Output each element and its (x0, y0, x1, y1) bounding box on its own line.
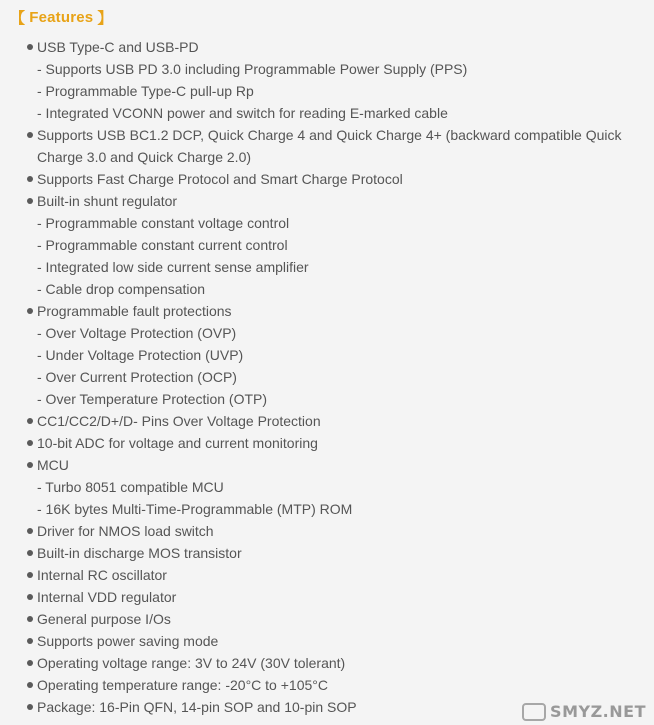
feature-item (26, 608, 636, 630)
feature-text: - Over Voltage Protection (OVP) (37, 325, 237, 341)
watermark-text: SMYZ.NET (550, 702, 646, 721)
feature-text: - Under Voltage Protection (UVP) (37, 347, 244, 363)
feature-text: - Over Current Protection (OCP) (37, 369, 237, 385)
bullet-dot-icon (27, 132, 33, 138)
feature-sub-item (26, 322, 636, 344)
bullet-dot-icon (27, 594, 33, 600)
feature-item (26, 300, 636, 322)
feature-text: - Integrated low side current sense amplifier (37, 259, 309, 275)
bullet-dot-icon (27, 572, 33, 578)
features-title: Features (29, 8, 94, 26)
feature-text: - Programmable constant current control (37, 237, 288, 253)
bullet-dot-icon (27, 528, 33, 534)
feature-text: Driver for NMOS load switch (37, 523, 214, 539)
bullet-dot-icon (27, 660, 33, 666)
feature-text: Internal RC oscillator (37, 567, 167, 583)
bullet-dot-icon (27, 682, 33, 688)
feature-sub-item (26, 278, 636, 300)
feature-item (26, 124, 635, 168)
watermark-logo-icon (522, 703, 546, 721)
feature-text: General purpose I/Os (37, 611, 171, 627)
feature-sub-item (26, 256, 636, 278)
bullet-dot-icon (27, 638, 33, 644)
feature-text: Operating voltage range: 3V to 24V (30V tolerant) (37, 655, 346, 671)
feature-text: - Supports USB PD 3.0 including Programmable Power Supply (PPS) (37, 61, 468, 77)
bullet-dot-icon (27, 462, 33, 468)
feature-text: - Programmable constant voltage control (37, 215, 290, 231)
feature-sub-item (26, 498, 636, 520)
feature-text: - 16K bytes Multi-Time-Programmable (MTP) ROM (37, 501, 353, 517)
feature-text: Supports USB BC1.2 DCP, Quick Charge 4 and Quick Charge 4+ (backward compatible Quick Charge 3.0 and Quick Charge 2.0) (37, 127, 622, 165)
feature-sub-item (26, 102, 636, 124)
feature-text: CC1/CC2/D+/D- Pins Over Voltage Protection (37, 413, 321, 429)
feature-sub-item (26, 388, 636, 410)
bullet-dot-icon (27, 44, 33, 50)
feature-text: Supports power saving mode (37, 633, 219, 649)
feature-text: USB Type-C and USB-PD (37, 39, 199, 55)
feature-text: Built-in discharge MOS transistor (37, 545, 242, 561)
bullet-dot-icon (27, 198, 33, 204)
feature-text: - Cable drop compensation (37, 281, 206, 297)
feature-item (26, 410, 636, 432)
bracket-right: 】 (97, 9, 113, 27)
feature-text: MCU (37, 457, 69, 473)
feature-item (26, 564, 636, 586)
feature-text: Programmable fault protections (37, 303, 232, 319)
feature-text: Operating temperature range: -20°C to +105°C (37, 677, 328, 693)
feature-sub-item (26, 366, 636, 388)
feature-sub-item (26, 58, 636, 80)
feature-text: - Turbo 8051 compatible MCU (37, 479, 224, 495)
bullet-dot-icon (27, 418, 33, 424)
feature-sub-item (26, 344, 636, 366)
feature-item (26, 630, 636, 652)
feature-text: - Programmable Type-C pull-up Rp (37, 83, 254, 99)
watermark (522, 702, 646, 721)
feature-text: - Over Temperature Protection (OTP) (37, 391, 268, 407)
feature-sub-item (26, 212, 636, 234)
features-heading (10, 4, 113, 30)
feature-item (26, 168, 636, 190)
feature-item (26, 520, 636, 542)
feature-sub-item (26, 80, 636, 102)
feature-text: 10-bit ADC for voltage and current monitoring (37, 435, 318, 451)
feature-text: Internal VDD regulator (37, 589, 177, 605)
feature-item (26, 674, 636, 696)
feature-sub-item (26, 476, 636, 498)
feature-item (26, 190, 636, 212)
feature-item (26, 586, 636, 608)
feature-text: Built-in shunt regulator (37, 193, 178, 209)
bullet-dot-icon (27, 550, 33, 556)
bullet-dot-icon (27, 176, 33, 182)
feature-list (26, 36, 636, 718)
feature-text: Package: 16-Pin QFN, 14-pin SOP and 10-pin SOP (37, 699, 357, 715)
bullet-dot-icon (27, 308, 33, 314)
feature-item (26, 454, 636, 476)
bullet-dot-icon (27, 704, 33, 710)
feature-text: - Integrated VCONN power and switch for reading E-marked cable (37, 105, 448, 121)
feature-sub-item (26, 234, 636, 256)
feature-item (26, 432, 636, 454)
feature-item (26, 542, 636, 564)
feature-text: Supports Fast Charge Protocol and Smart Charge Protocol (37, 171, 403, 187)
bullet-dot-icon (27, 616, 33, 622)
bullet-dot-icon (27, 440, 33, 446)
feature-item (26, 36, 636, 58)
feature-item (26, 652, 636, 674)
bracket-left: 【 (10, 9, 26, 27)
